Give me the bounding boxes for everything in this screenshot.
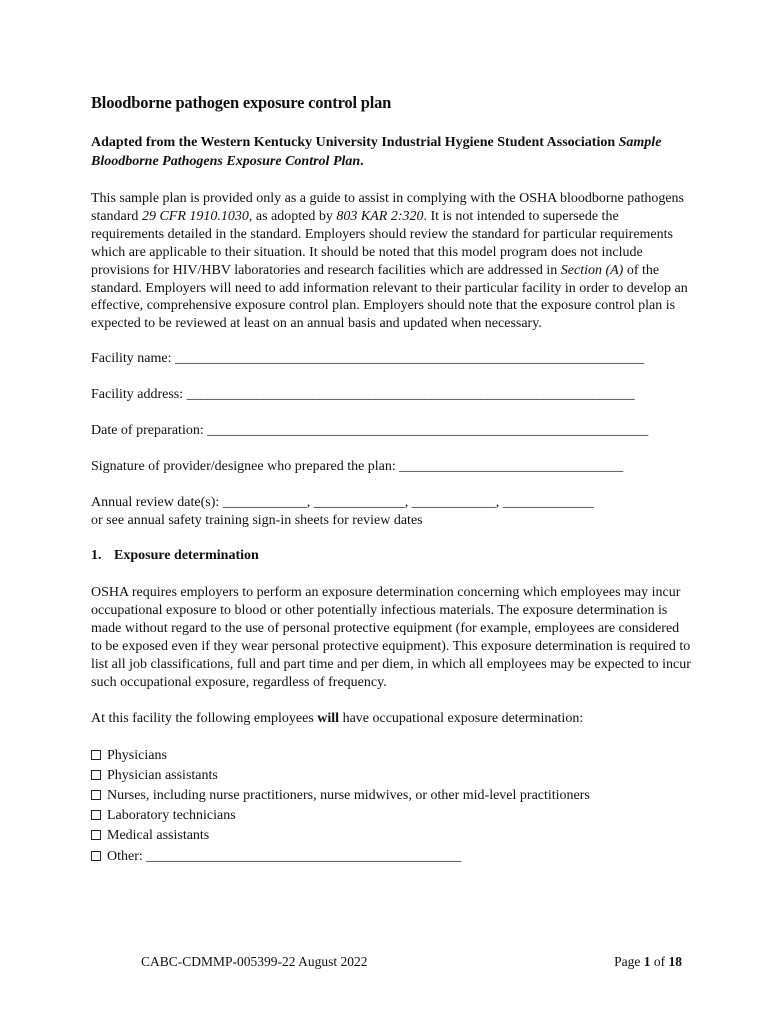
- checklist-item: [91, 806, 691, 826]
- footer-document-id: CABC-CDMMP-005399-22 August 2022: [141, 954, 368, 969]
- checklist-label: Physicians: [107, 747, 167, 763]
- checklist-label-other[interactable]: Other: _____________________________________________: [107, 848, 462, 864]
- at-facility-emphasis: will: [317, 710, 340, 726]
- facility-name-field[interactable]: Facility name: ___________________________________________________________________: [91, 351, 644, 367]
- checklist-label: Physician assistants: [107, 767, 218, 783]
- checklist-label: Nurses, including nurse practitioners, nurse midwives, or other mid-level practitioners: [107, 788, 590, 803]
- adapted-source-title: Sample Bloodborne Pathogens Exposure Control Plan: [91, 135, 662, 169]
- section-reference: Section (A): [560, 262, 624, 278]
- checklist-item: [91, 746, 691, 766]
- checkbox-icon[interactable]: [91, 770, 101, 780]
- intro-text-4: of the standard. Employers will need to add information relevant to their particular facility in order to develop an effective, comprehensive exposure control plan. Employers should note that the exposure control plan is expected to be reviewed at least on an annual basis and updated when necessary.: [91, 262, 688, 332]
- cfr-reference: 29 CFR 1910.1030: [141, 208, 249, 224]
- facility-address-field[interactable]: Facility address: ________________________________________________________________: [91, 387, 635, 403]
- checkbox-icon[interactable]: [91, 830, 101, 840]
- at-facility-suffix: have occupational exposure determination:: [339, 710, 584, 726]
- intro-text-1: This sample plan is provided only as a guide to assist in complying with the OSHA bloodborne pathogens standard: [91, 191, 684, 224]
- page-current: 1: [643, 954, 651, 969]
- checkbox-icon[interactable]: [91, 790, 101, 800]
- annual-review-dates-field[interactable]: Annual review date(s): ____________, _____________, ____________, _____________: [91, 495, 594, 511]
- at-facility-prefix: At this facility the following employees: [91, 710, 318, 726]
- checklist-label: Laboratory technicians: [107, 808, 236, 824]
- annual-review-note: or see annual safety training sign-in sheets for review dates: [91, 513, 423, 529]
- document-title: Bloodborne pathogen exposure control plan: [91, 93, 392, 112]
- page-of: of: [650, 954, 669, 969]
- kar-reference: 803 KAR 2:320: [336, 208, 424, 224]
- section-number: 1.: [91, 548, 102, 564]
- checkbox-icon[interactable]: [91, 810, 101, 820]
- intro-text-2: , as adopted by: [248, 208, 337, 224]
- intro-text-3: . It is not intended to supersede the requirements detailed in the standard. Employers should review the standard for particular requirements which are applicable to their situation. It should be noted that this model program does not include provisions for HIV/HBV laboratories and research facilities which are addressed in: [91, 208, 673, 278]
- annual-review-block: [91, 494, 691, 530]
- checklist-label: Medical assistants: [107, 828, 210, 844]
- at-facility-statement: [91, 710, 691, 728]
- section-1-heading: [91, 547, 691, 565]
- adapted-prefix: Adapted from the Western Kentucky University Industrial Hygiene Student Association: [91, 135, 619, 150]
- checkbox-icon[interactable]: [91, 851, 101, 861]
- exposure-determination-paragraph: OSHA requires employers to perform an exposure determination concerning which employees may incur occupational exposure to blood or other potentially infectious materials. The exposure determination is made without regard to the use of personal protective equipment (for example, employees are considered to be exposed even if they wear personal protective equipment). This exposure determination is required to list all job classifications, full and part time and per diem, in which all employees may be expected to incur such occupational exposure, regardless of frequency.: [91, 585, 691, 690]
- page-content: [91, 92, 691, 867]
- checklist-item: [91, 786, 691, 806]
- date-of-preparation-field[interactable]: Date of preparation: _______________________________________________________________: [91, 423, 649, 439]
- intro-paragraph: [91, 190, 691, 333]
- page-total: 18: [668, 954, 682, 969]
- footer-page-number: [614, 954, 682, 970]
- adapted-from-note: [91, 133, 691, 171]
- checkbox-icon[interactable]: [91, 750, 101, 760]
- section-title: Exposure determination: [114, 548, 259, 564]
- adapted-suffix: .: [360, 154, 364, 169]
- checklist-item: [91, 766, 691, 786]
- page-prefix: Page: [614, 954, 644, 969]
- checklist-item: [91, 847, 691, 867]
- checklist-item: [91, 826, 691, 846]
- employee-checklist: [91, 746, 691, 867]
- signature-field[interactable]: Signature of provider/designee who prepared the plan: ________________________________: [91, 459, 624, 475]
